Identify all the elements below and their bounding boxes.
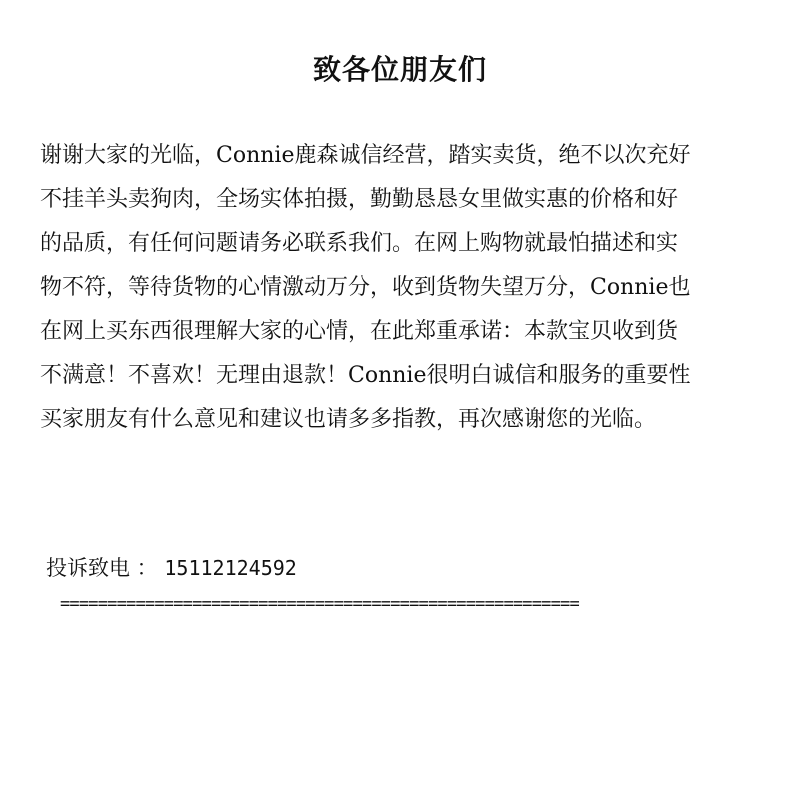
page-title: 致各位朋友们	[312, 53, 487, 86]
body-line: 谢谢大家的光临，Connie鹿森诚信经营，踏实卖货，绝不以次充好	[40, 143, 691, 168]
body-line: 买家朋友有什么意见和建议也请多多指教，再次感谢您的光临。	[40, 407, 657, 432]
body-line: 的品质，有任何问题请务必联系我们。在网上购物就最怕描述和实	[40, 231, 679, 256]
contact-label: 投诉致电 ：	[46, 556, 158, 580]
body-line: 在网上买东西很理解大家的心情，在此郑重承诺：本款宝贝收到货	[40, 319, 679, 344]
body-line: 物不符，等待货物的心情激动万分，收到货物失望万分，Connie也	[40, 275, 691, 300]
complaint-contact	[46, 548, 297, 588]
divider-line: =======================================================	[60, 594, 579, 614]
body-line: 不满意！不喜欢！无理由退款！Connie很明白诚信和服务的重要性	[40, 363, 691, 388]
notice-body	[40, 134, 770, 442]
contact-phone: 15112124592	[164, 556, 297, 580]
body-line: 不挂羊头卖狗肉，全场实体拍摄，勤勤恳恳女里做实惠的价格和好	[40, 187, 679, 212]
